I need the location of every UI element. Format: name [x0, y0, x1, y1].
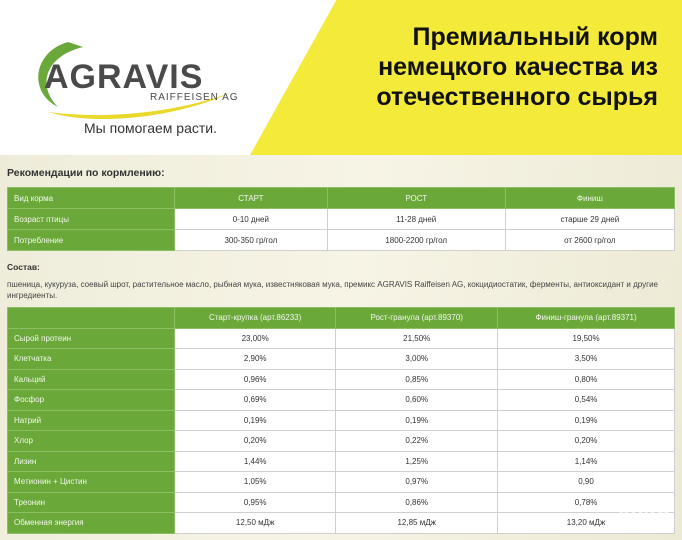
table-cell: 0,22% [336, 431, 498, 452]
table-cell: 13,20 мДж [498, 513, 675, 534]
table-cell: Финиш-гранула (арт.89371) [498, 308, 675, 329]
table-cell: 0,85% [336, 369, 498, 390]
row-label: Кальций [8, 369, 175, 390]
table-row [8, 410, 675, 431]
table-cell: РОСТ [327, 188, 505, 209]
row-label: Треонин [8, 492, 175, 513]
composition-heading: Состав: [7, 262, 40, 272]
row-label: Вид корма [8, 188, 175, 209]
table-cell: 0,97% [336, 472, 498, 493]
table-cell: СТАРТ [175, 188, 328, 209]
row-label: Лизин [8, 451, 175, 472]
table-cell: 0,19% [498, 410, 675, 431]
table-cell: Рост-гранула (арт.89370) [336, 308, 498, 329]
table-row [8, 390, 675, 411]
table-cell: 19,50% [498, 328, 675, 349]
table-cell: старше 29 дней [505, 209, 674, 230]
table-cell: 0-10 дней [175, 209, 328, 230]
table-cell: 3,50% [498, 349, 675, 370]
table-row [8, 369, 675, 390]
table-cell: 0,80% [498, 369, 675, 390]
table-cell: 1800-2200 гр/гол [327, 230, 505, 251]
title-line: отечественного сырья [376, 83, 658, 111]
nutrients-table [7, 307, 675, 534]
table-cell: 2,90% [175, 349, 336, 370]
header-banner [0, 0, 682, 155]
row-label: Сырой протеин [8, 328, 175, 349]
table-row [8, 472, 675, 493]
table-cell: 0,60% [336, 390, 498, 411]
title-line: Премиальный корм [412, 23, 658, 51]
table-cell: 3,00% [336, 349, 498, 370]
table-cell: от 2600 гр/гол [505, 230, 674, 251]
table-cell: 1,05% [175, 472, 336, 493]
table-cell: 0,69% [175, 390, 336, 411]
row-label: Фосфор [8, 390, 175, 411]
table-cell: 0,20% [498, 431, 675, 452]
feeding-heading: Рекомендации по кормлению: [7, 167, 165, 179]
table-cell: Финиш [505, 188, 674, 209]
table-cell: 0,19% [175, 410, 336, 431]
table-header-row [8, 188, 675, 209]
table-cell: 12,50 мДж [175, 513, 336, 534]
table-header-row [8, 308, 675, 329]
table-row [8, 209, 675, 230]
table-row [8, 513, 675, 534]
table-cell: 12,85 мДж [336, 513, 498, 534]
row-label: Метионин + Цистин [8, 472, 175, 493]
row-label: Обменная энергия [8, 513, 175, 534]
row-label [8, 308, 175, 329]
table-cell: 0,90 [498, 472, 675, 493]
table-cell: 11-28 дней [327, 209, 505, 230]
table-cell: 1,14% [498, 451, 675, 472]
table-cell: 0,78% [498, 492, 675, 513]
table-cell: 0,20% [175, 431, 336, 452]
banner-title [376, 22, 658, 112]
content [0, 155, 682, 540]
table-cell: 0,95% [175, 492, 336, 513]
table-cell: 300-350 гр/гол [175, 230, 328, 251]
table-cell: 0,54% [498, 390, 675, 411]
table-cell: 0,96% [175, 369, 336, 390]
row-label: Клетчатка [8, 349, 175, 370]
table-cell: 0,86% [336, 492, 498, 513]
table-cell: Старт-крупка (арт.86233) [175, 308, 336, 329]
row-label: Потребление [8, 230, 175, 251]
table-cell: 1,25% [336, 451, 498, 472]
table-row [8, 230, 675, 251]
table-row [8, 492, 675, 513]
table-cell: 1,44% [175, 451, 336, 472]
table-row [8, 349, 675, 370]
table-row [8, 328, 675, 349]
table-cell: 21,50% [336, 328, 498, 349]
table-row [8, 431, 675, 452]
table-row [8, 451, 675, 472]
table-cell: 23,00% [175, 328, 336, 349]
avito-watermark: Avito [615, 502, 670, 527]
feeding-table [7, 187, 675, 251]
composition-text: пшеница, кукуруза, соевый шрот, растительное масло, рыбная мука, известняковая мука, премикс AGRAVIS Raiffeisen AG, кокцидиостатик, ферменты, антиоксидант и другие ингредиенты. [7, 280, 658, 300]
title-line: немецкого качества из [378, 53, 658, 81]
slogan: Мы помогаем расти. [84, 120, 217, 136]
logo-subtext: RAIFFEISEN AG [150, 92, 239, 103]
row-label: Хлор [8, 431, 175, 452]
row-label: Возраст птицы [8, 209, 175, 230]
logo-text: AGRAVIS [44, 58, 204, 96]
table-cell: 0,19% [336, 410, 498, 431]
row-label: Натрий [8, 410, 175, 431]
